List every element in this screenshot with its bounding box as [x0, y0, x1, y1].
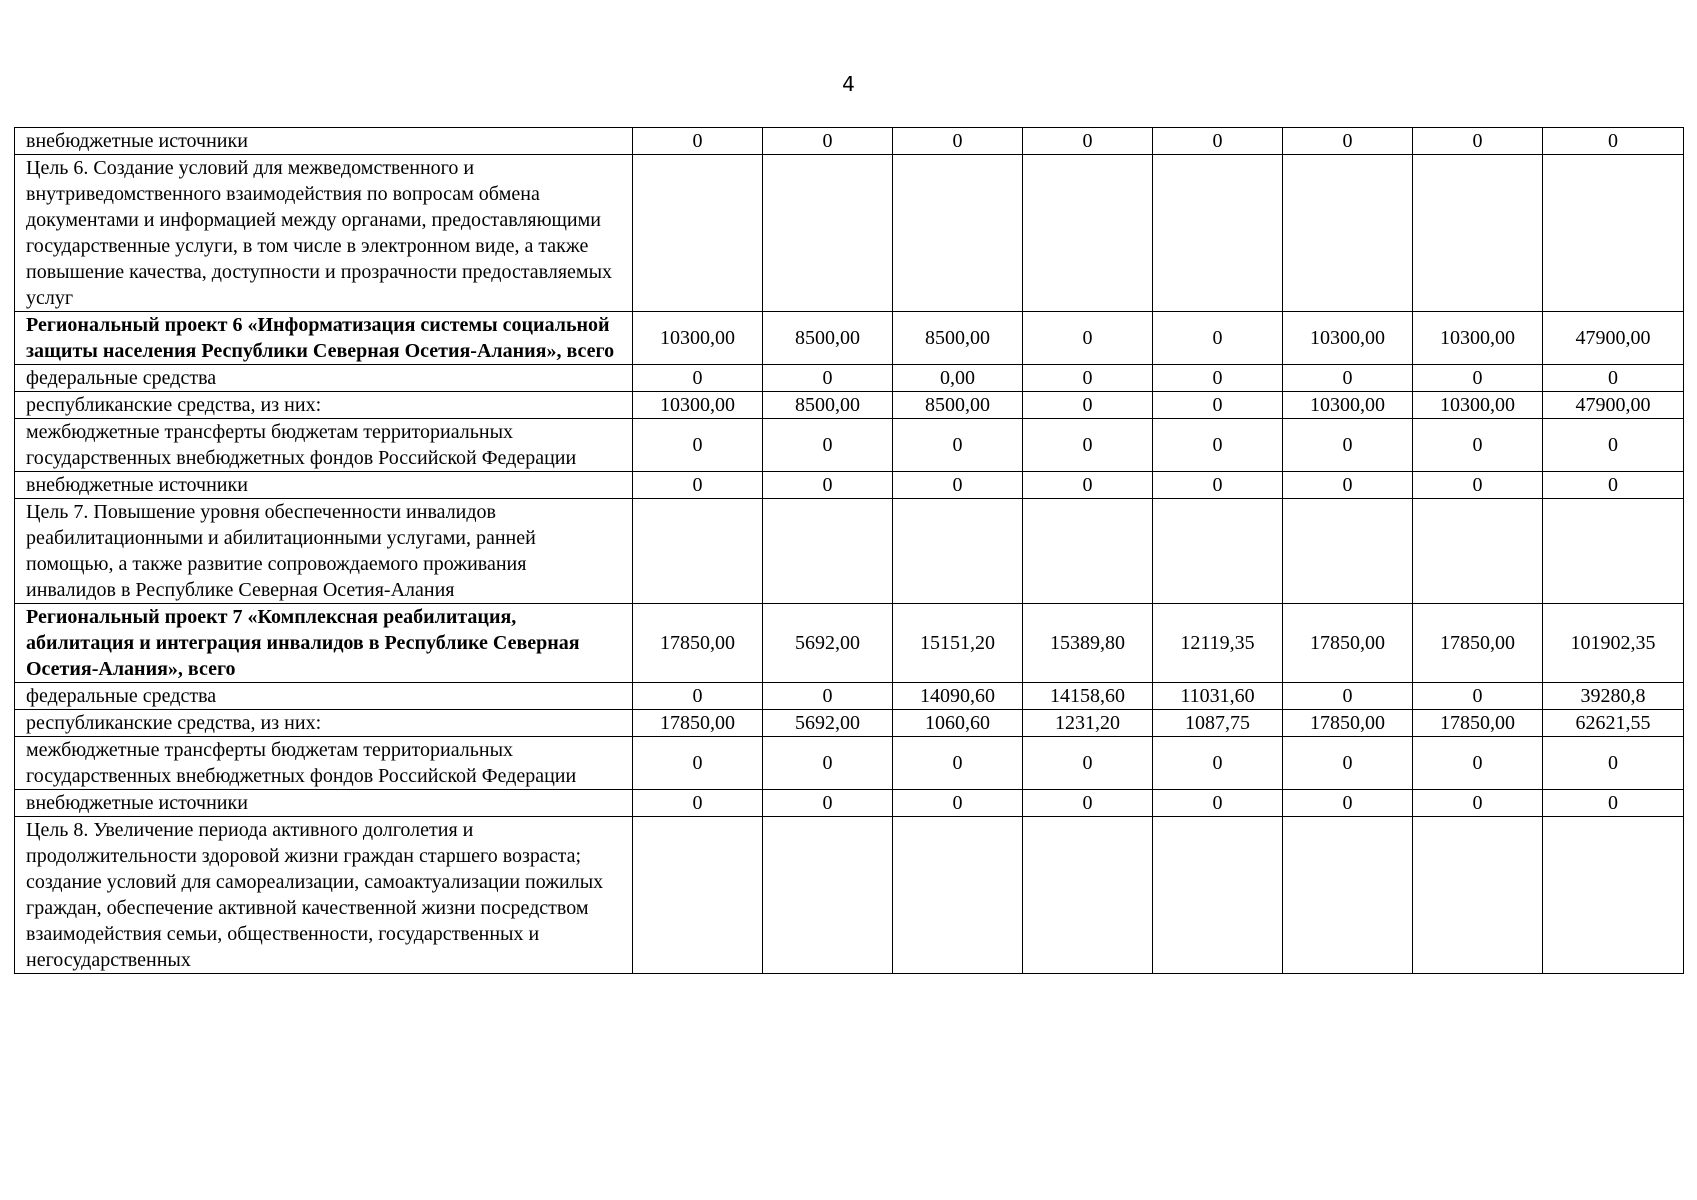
value-cell-col2: 0 [763, 737, 893, 790]
goal-row [15, 499, 1684, 604]
row-label-cell: федеральные средства [15, 683, 633, 710]
table-row [15, 790, 1684, 817]
value-cell-col8: 47900,00 [1543, 312, 1684, 365]
value-cell-col7: 17850,00 [1413, 710, 1543, 737]
value-cell-col5: 0 [1153, 790, 1283, 817]
goal-row [15, 155, 1684, 312]
table-row [15, 683, 1684, 710]
value-cell-col3: 1060,60 [893, 710, 1023, 737]
value-cell-col7: 17850,00 [1413, 604, 1543, 683]
value-cell-col3: 15151,20 [893, 604, 1023, 683]
value-cell-col2: 0 [763, 128, 893, 155]
value-cell-col2: 0 [763, 683, 893, 710]
value-cell-col6: 10300,00 [1283, 312, 1413, 365]
value-cell-col6: 0 [1283, 365, 1413, 392]
value-cell-col5: 0 [1153, 365, 1283, 392]
value-cell-col3: 0 [893, 472, 1023, 499]
value-cell-col5: 0 [1153, 419, 1283, 472]
value-cell-col5 [1153, 499, 1283, 604]
value-cell-col8: 0 [1543, 472, 1684, 499]
value-cell-col1: 0 [633, 472, 763, 499]
row-label-cell: внебюджетные источники [15, 128, 633, 155]
value-cell-col4: 1231,20 [1023, 710, 1153, 737]
value-cell-col6 [1283, 817, 1413, 974]
value-cell-col1: 0 [633, 419, 763, 472]
value-cell-col1: 17850,00 [633, 710, 763, 737]
table-row [15, 737, 1684, 790]
value-cell-col6: 0 [1283, 737, 1413, 790]
table-row [15, 710, 1684, 737]
value-cell-col6 [1283, 499, 1413, 604]
value-cell-col8: 101902,35 [1543, 604, 1684, 683]
value-cell-col5: 0 [1153, 392, 1283, 419]
value-cell-col4: 0 [1023, 790, 1153, 817]
value-cell-col1: 0 [633, 790, 763, 817]
value-cell-col7: 10300,00 [1413, 392, 1543, 419]
value-cell-col8: 62621,55 [1543, 710, 1684, 737]
row-label-cell: республиканские средства, из них: [15, 710, 633, 737]
page-number: 4 [842, 72, 855, 96]
value-cell-col2: 8500,00 [763, 312, 893, 365]
value-cell-col1: 0 [633, 128, 763, 155]
value-cell-col2: 0 [763, 472, 893, 499]
value-cell-col7: 10300,00 [1413, 312, 1543, 365]
value-cell-col8: 0 [1543, 128, 1684, 155]
value-cell-col1: 0 [633, 683, 763, 710]
table-row [15, 472, 1684, 499]
value-cell-col1 [633, 499, 763, 604]
value-cell-col4: 15389,80 [1023, 604, 1153, 683]
value-cell-col6: 0 [1283, 683, 1413, 710]
value-cell-col4: 0 [1023, 472, 1153, 499]
value-cell-col3 [893, 499, 1023, 604]
budget-table-body [15, 128, 1684, 974]
project-total-row [15, 604, 1684, 683]
value-cell-col8: 0 [1543, 419, 1684, 472]
value-cell-col3 [893, 817, 1023, 974]
value-cell-col7: 0 [1413, 737, 1543, 790]
value-cell-col1 [633, 155, 763, 312]
value-cell-col2: 5692,00 [763, 604, 893, 683]
value-cell-col2 [763, 155, 893, 312]
value-cell-col3: 8500,00 [893, 392, 1023, 419]
value-cell-col2: 8500,00 [763, 392, 893, 419]
value-cell-col7: 0 [1413, 419, 1543, 472]
value-cell-col6: 10300,00 [1283, 392, 1413, 419]
value-cell-col3: 0 [893, 790, 1023, 817]
value-cell-col6: 0 [1283, 419, 1413, 472]
value-cell-col2 [763, 499, 893, 604]
value-cell-col4: 0 [1023, 128, 1153, 155]
project-total-row [15, 312, 1684, 365]
value-cell-col1: 10300,00 [633, 312, 763, 365]
table-row [15, 128, 1684, 155]
row-label-cell: республиканские средства, из них: [15, 392, 633, 419]
value-cell-col5: 0 [1153, 128, 1283, 155]
table-row [15, 419, 1684, 472]
value-cell-col5: 0 [1153, 472, 1283, 499]
value-cell-col6: 17850,00 [1283, 710, 1413, 737]
row-label-cell: межбюджетные трансферты бюджетам территориальных государственных внебюджетных фондов Российской Федерации [15, 419, 633, 472]
value-cell-col4 [1023, 817, 1153, 974]
value-cell-col4: 0 [1023, 737, 1153, 790]
value-cell-col2: 0 [763, 419, 893, 472]
value-cell-col3: 0,00 [893, 365, 1023, 392]
value-cell-col8 [1543, 817, 1684, 974]
value-cell-col4: 14158,60 [1023, 683, 1153, 710]
value-cell-col5: 11031,60 [1153, 683, 1283, 710]
value-cell-col1: 0 [633, 737, 763, 790]
value-cell-col7 [1413, 155, 1543, 312]
value-cell-col8: 47900,00 [1543, 392, 1684, 419]
value-cell-col7: 0 [1413, 683, 1543, 710]
row-label-cell: межбюджетные трансферты бюджетам территориальных государственных внебюджетных фондов Российской Федерации [15, 737, 633, 790]
value-cell-col4: 0 [1023, 392, 1153, 419]
row-label-cell: Региональный проект 7 «Комплексная реабилитация, абилитация и интеграция инвалидов в Республике Северная Осетия-Алания», всего [15, 604, 633, 683]
value-cell-col7: 0 [1413, 365, 1543, 392]
row-label-cell: Региональный проект 6 «Информатизация системы социальной защиты населения Республики Северная Осетия-Алания», всего [15, 312, 633, 365]
value-cell-col4 [1023, 155, 1153, 312]
value-cell-col3: 0 [893, 737, 1023, 790]
value-cell-col3: 14090,60 [893, 683, 1023, 710]
row-label-cell: Цель 8. Увеличение периода активного долголетия и продолжительности здоровой жизни граждан старшего возраста; создание условий для самореализации, самоактуализации пожилых граждан, обеспечение активной качественной жизни посредством взаимодействия семьи, общественности, государственных и негосударственных [15, 817, 633, 974]
value-cell-col5 [1153, 155, 1283, 312]
row-label-cell: Цель 6. Создание условий для межведомственного и внутриведомственного взаимодействия по вопросам обмена документами и информацией между органами, предоставляющими государственные услуги, в том числе в электронном виде, а также повышение качества, доступности и прозрачности предоставляемых услуг [15, 155, 633, 312]
value-cell-col7: 0 [1413, 128, 1543, 155]
value-cell-col3: 0 [893, 128, 1023, 155]
value-cell-col1: 10300,00 [633, 392, 763, 419]
value-cell-col4: 0 [1023, 312, 1153, 365]
goal-row [15, 817, 1684, 974]
value-cell-col4: 0 [1023, 365, 1153, 392]
value-cell-col4 [1023, 499, 1153, 604]
row-label-cell: Цель 7. Повышение уровня обеспеченности инвалидов реабилитационными и абилитационными услугами, ранней помощью, а также развитие сопровождаемого проживания инвалидов в Республике Северная Осетия-Алания [15, 499, 633, 604]
value-cell-col5: 1087,75 [1153, 710, 1283, 737]
value-cell-col6: 0 [1283, 128, 1413, 155]
value-cell-col2: 0 [763, 790, 893, 817]
value-cell-col5 [1153, 817, 1283, 974]
value-cell-col6: 0 [1283, 790, 1413, 817]
value-cell-col6: 17850,00 [1283, 604, 1413, 683]
value-cell-col6: 0 [1283, 472, 1413, 499]
value-cell-col6 [1283, 155, 1413, 312]
value-cell-col1: 0 [633, 365, 763, 392]
value-cell-col8 [1543, 499, 1684, 604]
value-cell-col1: 17850,00 [633, 604, 763, 683]
value-cell-col7 [1413, 817, 1543, 974]
table-row [15, 365, 1684, 392]
value-cell-col8: 0 [1543, 790, 1684, 817]
value-cell-col5: 0 [1153, 312, 1283, 365]
budget-table [14, 127, 1684, 974]
table-row [15, 392, 1684, 419]
value-cell-col7 [1413, 499, 1543, 604]
value-cell-col2: 5692,00 [763, 710, 893, 737]
value-cell-col8 [1543, 155, 1684, 312]
value-cell-col8: 39280,8 [1543, 683, 1684, 710]
row-label-cell: внебюджетные источники [15, 472, 633, 499]
value-cell-col7: 0 [1413, 790, 1543, 817]
value-cell-col8: 0 [1543, 737, 1684, 790]
row-label-cell: внебюджетные источники [15, 790, 633, 817]
value-cell-col2 [763, 817, 893, 974]
value-cell-col8: 0 [1543, 365, 1684, 392]
row-label-cell: федеральные средства [15, 365, 633, 392]
value-cell-col5: 0 [1153, 737, 1283, 790]
value-cell-col3 [893, 155, 1023, 312]
value-cell-col3: 8500,00 [893, 312, 1023, 365]
value-cell-col1 [633, 817, 763, 974]
value-cell-col5: 12119,35 [1153, 604, 1283, 683]
value-cell-col7: 0 [1413, 472, 1543, 499]
value-cell-col4: 0 [1023, 419, 1153, 472]
value-cell-col2: 0 [763, 365, 893, 392]
value-cell-col3: 0 [893, 419, 1023, 472]
